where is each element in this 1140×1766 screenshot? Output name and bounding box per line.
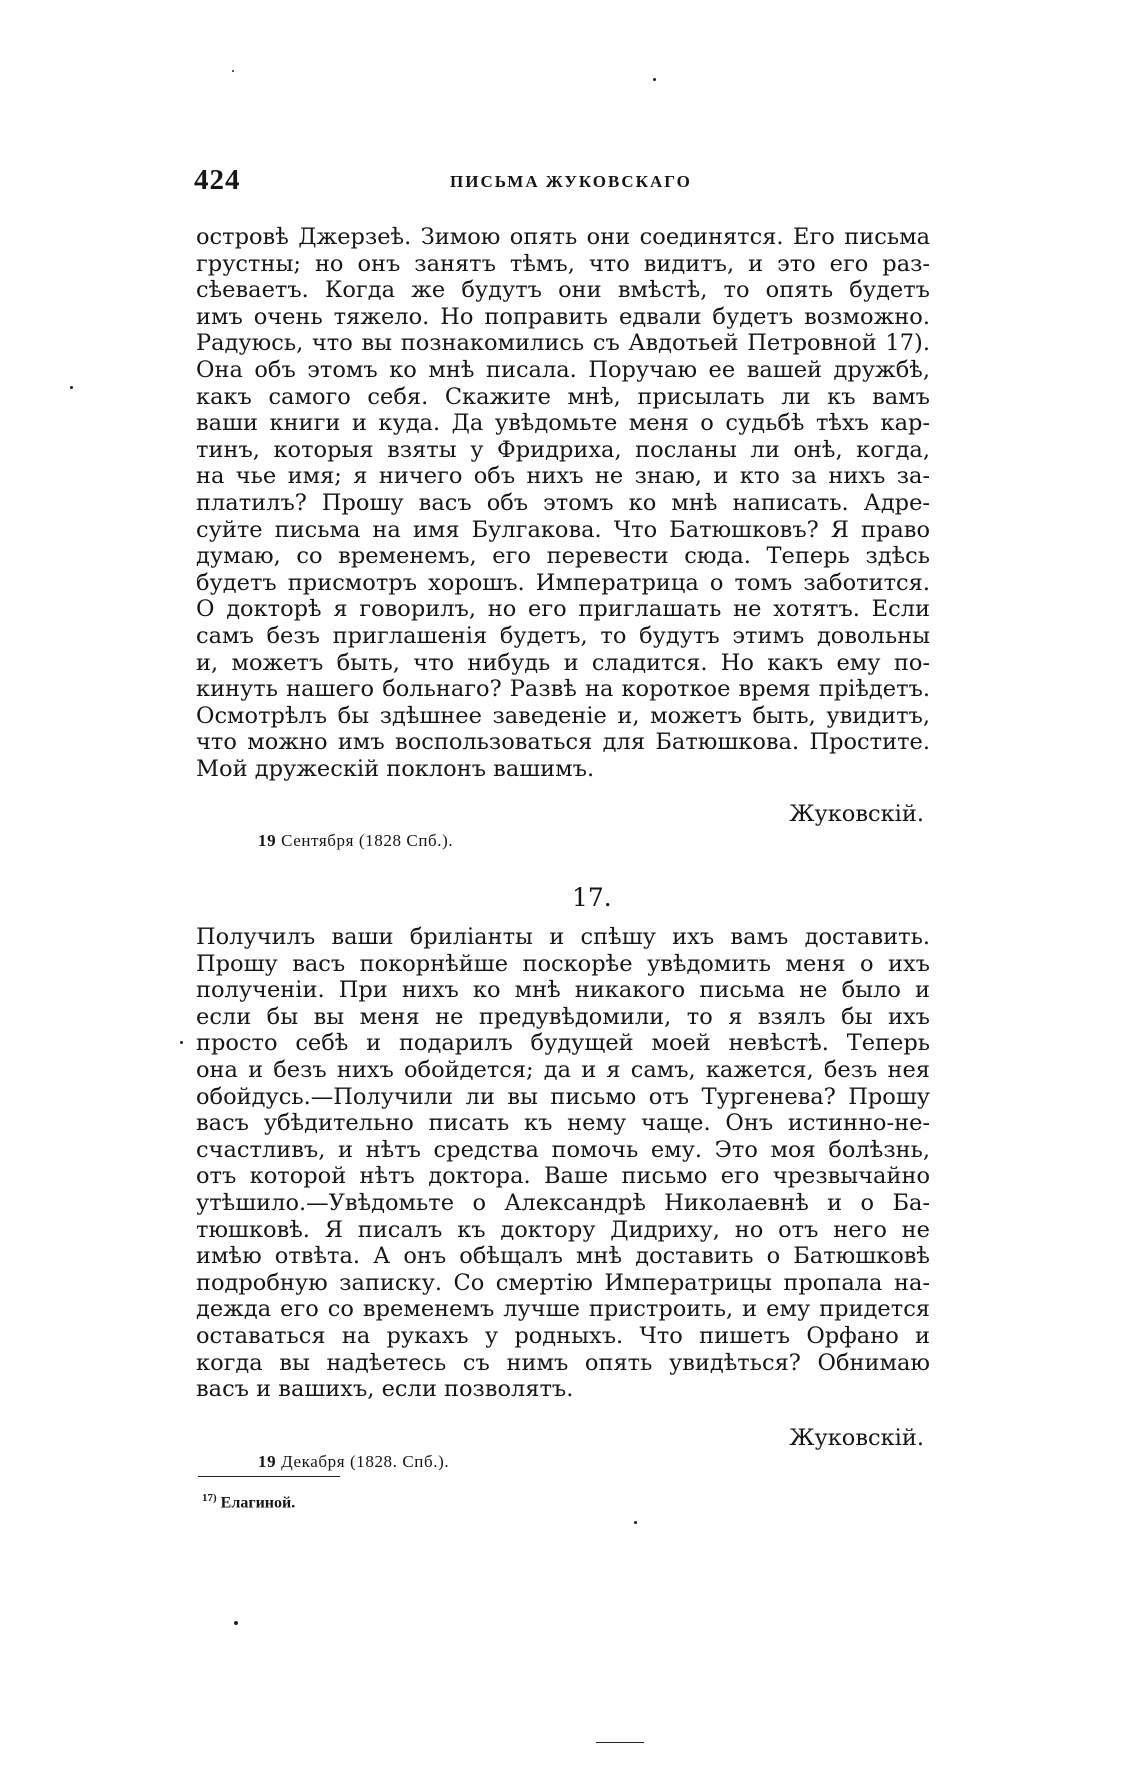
letter-16-date — [258, 831, 453, 851]
text-line: Мой дружескій поклонъ вашимъ. — [196, 755, 595, 782]
scan-speck — [232, 70, 234, 72]
text-line: суйте письма на имя Булгакова. Что Батюшковъ? Я право — [196, 516, 930, 543]
text-line: сѣеваетъ. Когда же будутъ они вмѣстѣ, то опять будетъ — [196, 277, 930, 304]
text-line: васъ убѣдительно писать къ нему чаще. Онъ истинно-не- — [196, 1110, 930, 1137]
text-line: имѣю отвѣта. А онъ обѣщалъ мнѣ доставить о Батюшковѣ — [196, 1243, 930, 1270]
text-line: тюшковѣ. Я писалъ къ доктору Дидриху, но отъ него не — [196, 1216, 930, 1243]
text-line: Она объ этомъ ко мнѣ писала. Поручаю ее вашей дружбѣ, — [196, 356, 930, 383]
letter-17-body — [196, 924, 930, 1403]
text-line: ваши книги и куда. Да увѣдомьте меня о судьбѣ тѣхъ кар- — [196, 410, 930, 437]
text-line: Осмотрѣлъ бы здѣшнее заведеніе и, можетъ быть, увидитъ, — [196, 702, 930, 729]
text-line: счастливъ, и нѣтъ средства помочь ему. Это моя болѣзнь, — [196, 1136, 930, 1163]
bottom-signature-mark — [596, 1742, 644, 1743]
text-line: васъ и вашихъ, если позволятъ. — [196, 1376, 574, 1403]
text-line: О докторѣ я говорилъ, но его приглашать не хотятъ. Если — [196, 596, 930, 623]
page-number: 424 — [194, 164, 241, 196]
text-line: утѣшило.—Увѣдомьте о Александрѣ Николаевнѣ и о Ба- — [196, 1189, 930, 1216]
text-line: она и безъ нихъ обойдется; да и я самъ, кажется, безъ нея — [196, 1056, 930, 1083]
text-line: просто себѣ и подарилъ будущей моей невѣстѣ. Теперь — [196, 1030, 930, 1057]
text-line: Радуюсь, что вы познакомились съ Авдотьей Петровной 17). — [196, 330, 930, 357]
text-line: грустны; но онъ занятъ тѣмъ, что видитъ, и это его раз- — [196, 250, 930, 277]
scan-speck — [634, 1521, 637, 1524]
scan-speck — [70, 386, 73, 389]
text-line: тинъ, которыя взяты у Фридриха, посланы ли онѣ, когда, — [196, 436, 930, 463]
text-line: самъ безъ приглашенія будетъ, то будутъ этимъ довольны — [196, 622, 930, 649]
letter-17-date — [258, 1452, 449, 1472]
letter-16-signature: Жуковскій. — [789, 801, 924, 827]
letter-17-date-rest: Декабря (1828. Спб.). — [281, 1452, 450, 1471]
footnote — [202, 1492, 295, 1512]
running-title: ПИСЬМА ЖУКОВСКАГО — [450, 172, 692, 191]
scan-speck — [653, 78, 656, 81]
text-line: на чье имя; я ничего объ нихъ не знаю, и кто за нихъ за- — [196, 463, 930, 490]
text-line: островѣ Джерзеѣ. Зимою опять они соединятся. Его письма — [196, 224, 930, 250]
text-line: Получилъ ваши бриліанты и спѣшу ихъ вамъ доставить. — [196, 924, 930, 950]
text-line: имъ очень тяжело. Но поправить едвали будетъ возможно. — [196, 303, 930, 330]
letter-number: 17. — [572, 883, 612, 912]
scan-speck — [180, 1041, 183, 1044]
footnote-marker: 17) — [202, 1492, 217, 1504]
text-line: платилъ? Прошу васъ объ этомъ ко мнѣ написать. Адре- — [196, 489, 930, 516]
letter-17-signature: Жуковскій. — [789, 1425, 924, 1451]
footnote-text: Елагиной. — [220, 1494, 296, 1512]
text-line: будетъ присмотръ хорошъ. Императрица о томъ заботится. — [196, 569, 930, 596]
text-line: кинуть нашего больнаго? Развѣ на короткое время пріѣдетъ. — [196, 676, 930, 703]
letter-16-date-day: 19 — [258, 831, 277, 850]
letter-17-date-day: 19 — [258, 1452, 277, 1471]
text-line: оставаться на рукахъ у родныхъ. Что пишетъ Орфано и — [196, 1322, 930, 1349]
scan-speck — [234, 1621, 238, 1625]
text-line: дежда его со временемъ лучше пристроить, и ему придется — [196, 1296, 930, 1323]
text-line: если бы вы меня не предувѣдомили, то я взялъ бы ихъ — [196, 1003, 930, 1030]
text-line: отъ которой нѣтъ доктора. Ваше письмо его чрезвычайно — [196, 1163, 930, 1190]
footnote-rule — [198, 1476, 340, 1477]
letter-16-date-rest: Сентября (1828 Спб.). — [281, 831, 454, 850]
text-line: и, можетъ быть, что нибудь и сладится. Но какъ ему по- — [196, 649, 930, 676]
text-line: когда вы надѣетесь съ нимъ опять увидѣться? Обнимаю — [196, 1349, 930, 1376]
text-line: подробную записку. Со смертію Императрицы пропала на- — [196, 1269, 930, 1296]
text-line: какъ самого себя. Скажите мнѣ, присылать ли къ вамъ — [196, 383, 930, 410]
text-line: что можно имъ воспользоваться для Батюшкова. Простите. — [196, 729, 930, 756]
letter-16-body — [196, 224, 930, 782]
text-line: думаю, со временемъ, его перевести сюда. Теперь здѣсь — [196, 543, 930, 570]
text-line: обойдусь.—Получили ли вы письмо отъ Тургенева? Прошу — [196, 1083, 930, 1110]
page-header — [194, 164, 932, 200]
text-line: полученіи. При нихъ ко мнѣ никакого письма не было и — [196, 977, 930, 1004]
text-line: Прошу васъ покорнѣйше поскорѣе увѣдомить меня о ихъ — [196, 950, 930, 977]
